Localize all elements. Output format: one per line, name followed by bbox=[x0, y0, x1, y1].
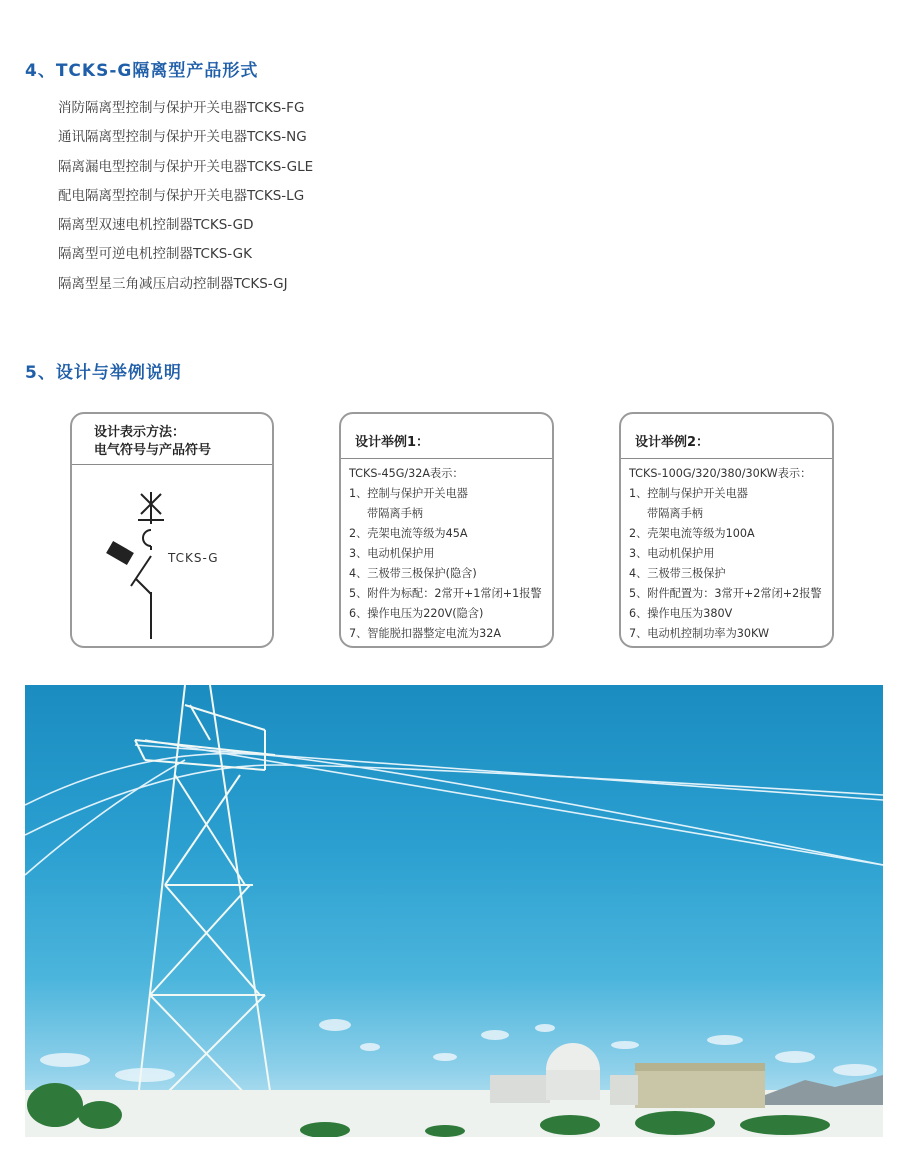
example-2-card bbox=[619, 412, 834, 648]
design-method-title-line2: 电气符号与产品符号 bbox=[94, 443, 212, 458]
example-1-line: TCKS-45G/32A表示： bbox=[349, 467, 464, 480]
design-method-card bbox=[70, 412, 274, 648]
power-tower-photo bbox=[25, 685, 883, 1137]
example-1-line: 6、操作电压为220V(隐含) bbox=[349, 607, 484, 620]
example-1-card bbox=[339, 412, 554, 648]
product-item: 隔离型双速电机控制器TCKS-GD bbox=[58, 217, 254, 234]
example-1-line: 1、控制与保护开关电器 bbox=[349, 487, 468, 500]
product-item: 隔离型星三角减压启动控制器TCKS-GJ bbox=[58, 275, 288, 292]
example-2-line: 5、附件配置为：3常开+2常闭+2报警 bbox=[629, 587, 822, 600]
example-1-line: 3、电动机保护用 bbox=[349, 547, 435, 560]
section-5-title: 5、设计与举例说明 bbox=[25, 363, 182, 383]
example-1-line: 4、三极带三极保护(隐含) bbox=[349, 567, 477, 580]
product-symbol-label: TCKS-G bbox=[168, 551, 219, 565]
example-2-line: 3、电动机保护用 bbox=[629, 547, 715, 560]
example-2-line: TCKS-100G/320/380/30KW表示： bbox=[629, 467, 812, 480]
example-2-line: 4、三极带三极保护 bbox=[629, 567, 726, 580]
product-item: 隔离漏电型控制与保护开关电器TCKS-GLE bbox=[58, 158, 314, 175]
product-item: 配电隔离型控制与保护开关电器TCKS-LG bbox=[58, 187, 305, 204]
example-1-line: 5、附件为标配：2常开+1常闭+1报警 bbox=[349, 587, 542, 600]
example-2-line: 2、壳架电流等级为100A bbox=[629, 527, 755, 540]
product-item: 通讯隔离型控制与保护开关电器TCKS-NG bbox=[58, 129, 307, 146]
example-2-line: 1、控制与保护开关电器 bbox=[629, 487, 748, 500]
example-2-title: 设计举例2： bbox=[621, 414, 832, 459]
section-4-title: 4、TCKS-G隔离型产品形式 bbox=[25, 61, 259, 81]
product-form-list bbox=[58, 94, 313, 299]
product-item: 隔离型可逆电机控制器TCKS-GK bbox=[58, 246, 252, 263]
example-2-body bbox=[621, 459, 832, 644]
transmission-tower-illustration bbox=[25, 685, 883, 1137]
example-1-line: 7、智能脱扣器整定电流为32A bbox=[349, 627, 502, 640]
example-1-line: 带隔离手柄 bbox=[367, 507, 423, 520]
example-2-line: 7、电动机控制功率为30KW bbox=[629, 627, 770, 640]
example-2-line: 带隔离手柄 bbox=[647, 507, 703, 520]
example-2-line: 6、操作电压为380V bbox=[629, 607, 733, 620]
design-method-title-line1: 设计表示方法： bbox=[94, 425, 186, 440]
example-1-line: 2、壳架电流等级为45A bbox=[349, 527, 468, 540]
example-1-body bbox=[341, 459, 552, 644]
product-item: 消防隔离型控制与保护开关电器TCKS-FG bbox=[58, 100, 305, 116]
example-1-title: 设计举例1： bbox=[341, 414, 552, 459]
design-method-title bbox=[72, 414, 272, 465]
